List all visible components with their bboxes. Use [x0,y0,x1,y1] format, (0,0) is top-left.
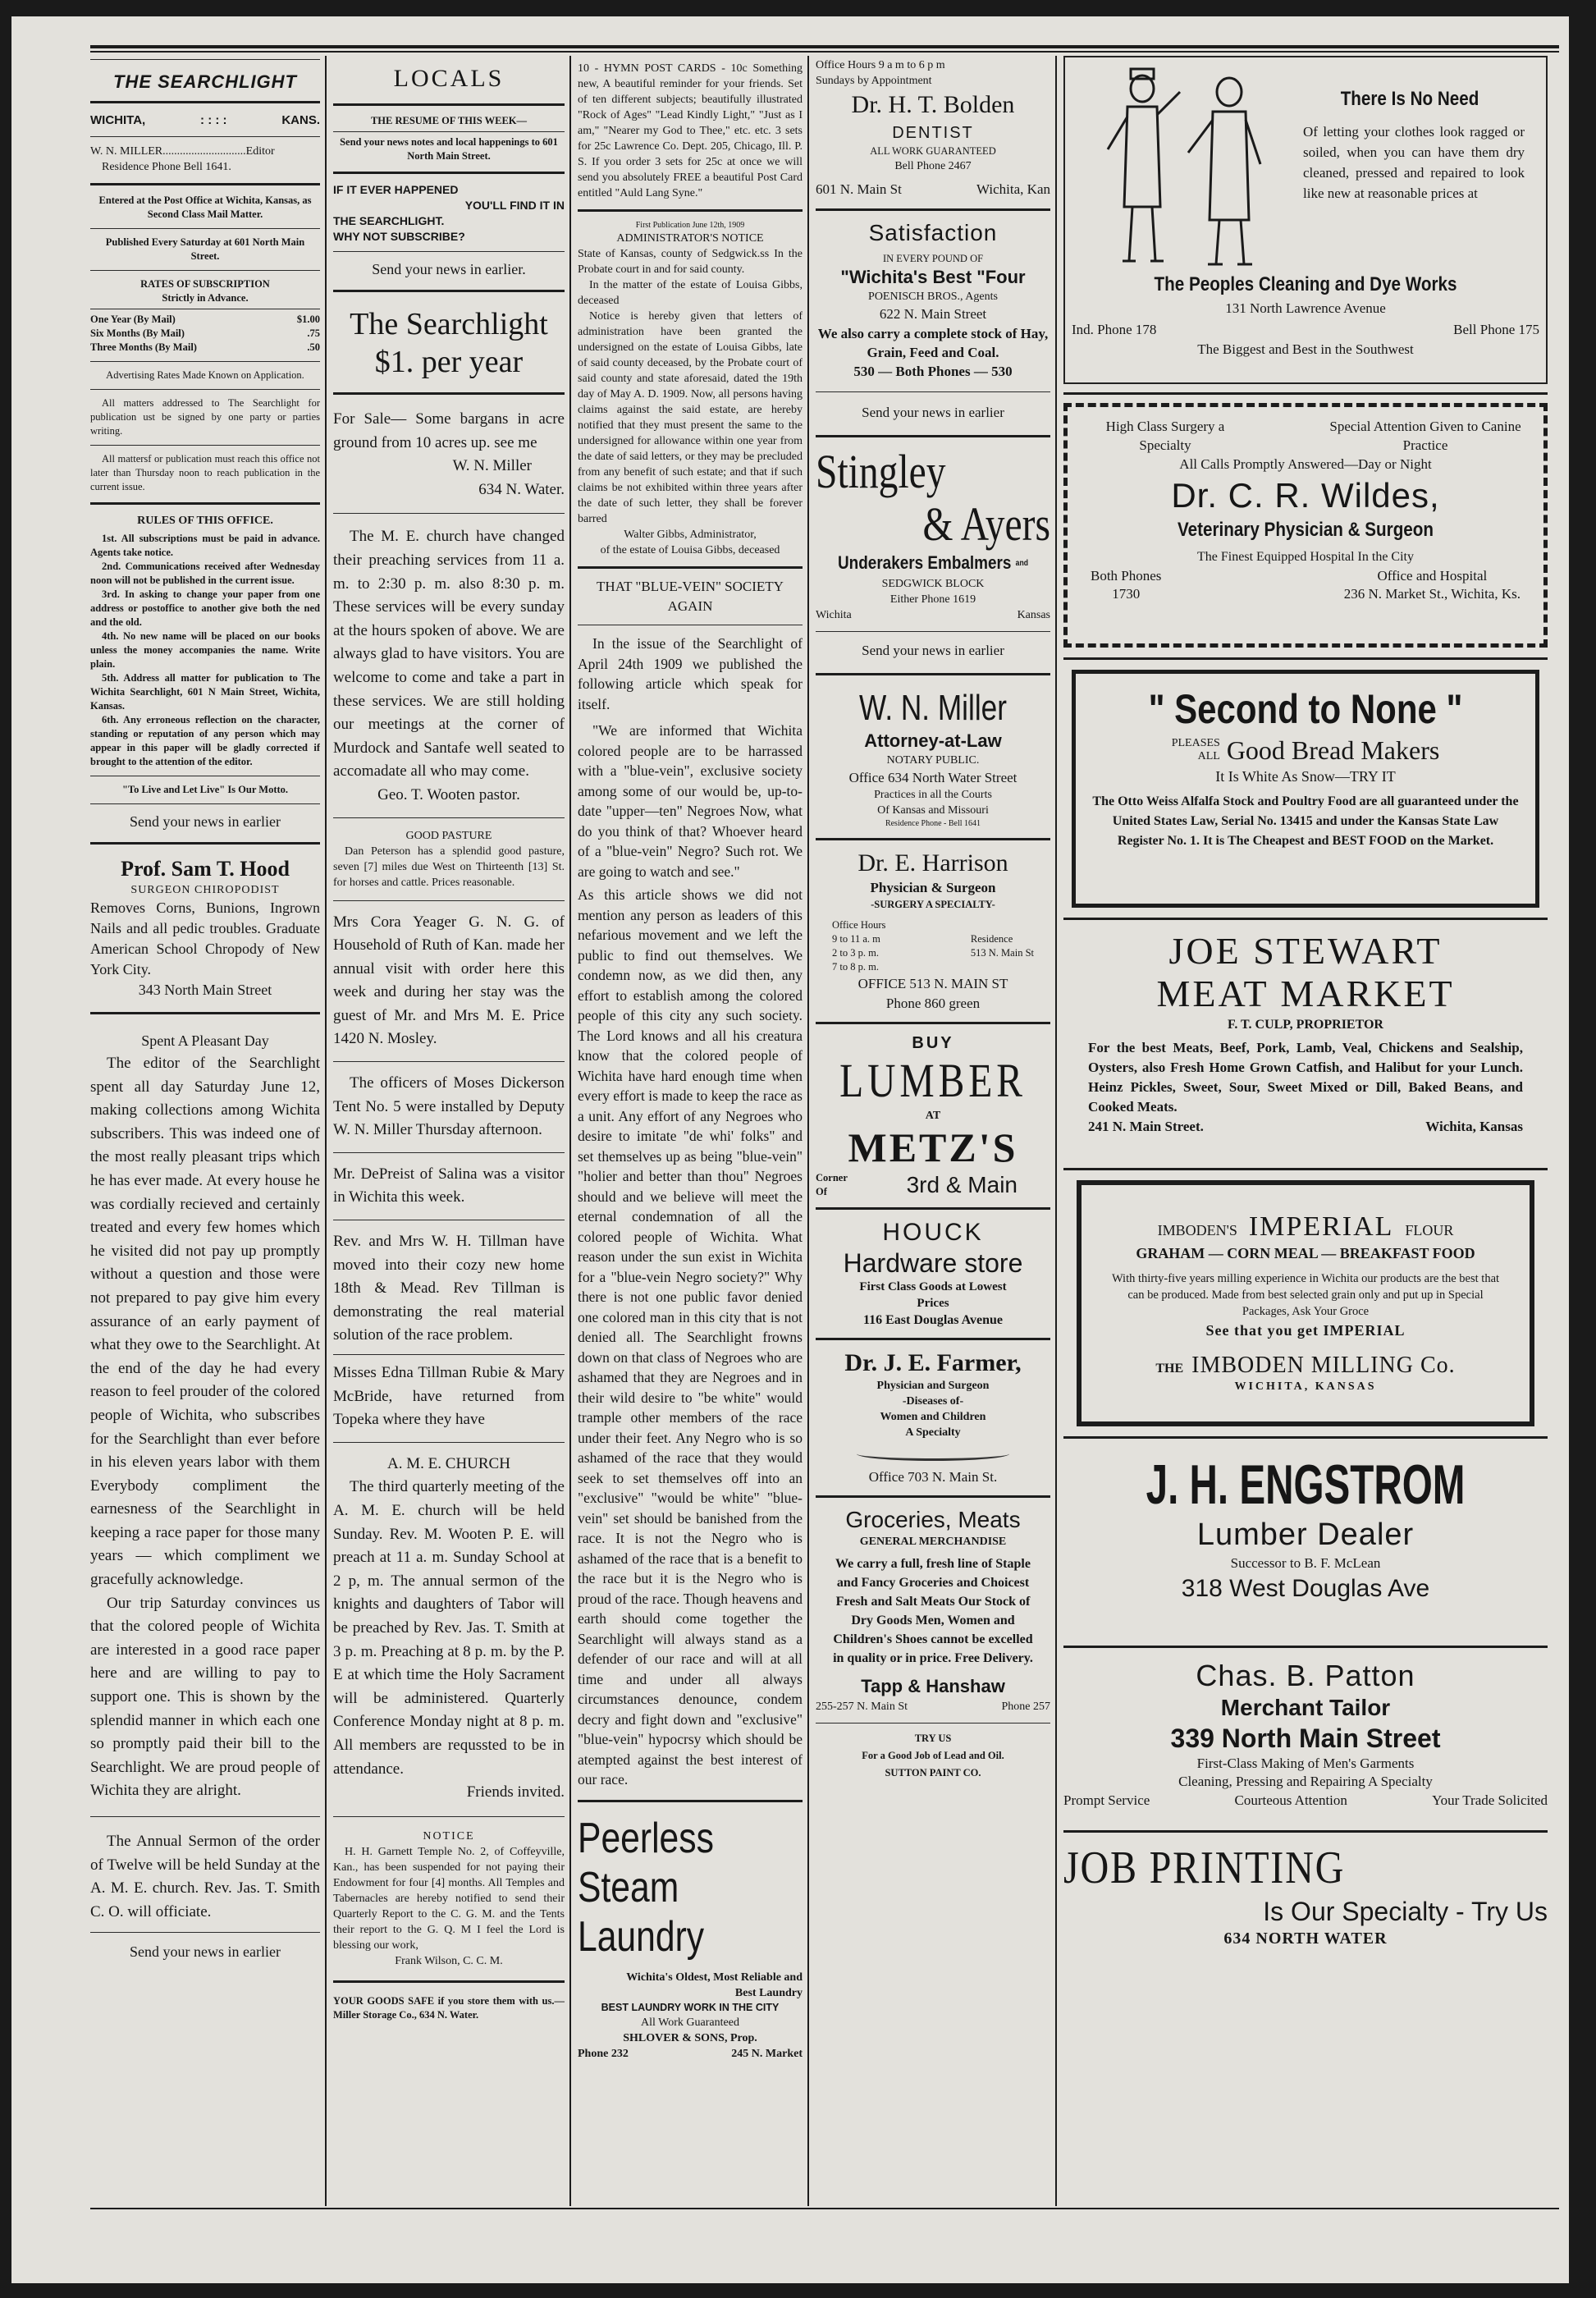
satisfaction-agents: POENISCH BROS., Agents [868,291,998,303]
imboden-brand: IMBODEN'S IMPERIAL FLOUR [1157,1211,1454,1242]
rule-item: 4th. No new name will be placed on our books unless the money accompanies the name. Write plain. [90,630,320,670]
for-sale: For Sale— Some bargans in acre ground from 10 acres up. see me [333,410,565,451]
find-it-in: YOU'LL FIND IT IN [464,199,565,212]
dateline-city: WICHITA, [90,113,146,127]
harrison-title: Physician & Surgeon [870,880,996,896]
patton-title: Merchant Tailor [1220,1695,1391,1720]
miller-name: W. N. Miller [859,688,1007,729]
bluevein-para-3: As this article shows we did not mention any person as leaders of this nefarious movement and we left the public to find out themselves. We condemn now, as we did then, any effort to establish among the colored people of this city any such society. The Lord knows and all his creatura know that the colored people of Wichita have hard enough time when every effort is made to keep the race as a unit. Any effort of any Negroes who desire to imitate "de whi' folks" and set themselves up as being "blue-vein" "holier and better than thou" Negroes should and we believe will meet the eternal condemnation of all the colored people of Wichita. What reason under the sun exist in Wichita for a "blue-vein Negro society?" Why there is not one public favor denied one colored man in this city that is not denied all. The Searchlight frowns down on that class of Negroes who are ashamed that they are Negroes and in their wild desire to "be white" would trample other members of the race under their feet. Any Negro who is so ashamed of the race that they would seek to set themselves off into an "exclusive" "would be white" "blue-vein" set should be banished from the race. It is not the Negro who is ashamed of the race that is a benefit to the race but it is the Negro who is proud of the race. Though heavens and earth should come together the Searchlight will always stand as a defender of our race and will at all time and under all always circumstances denounce, condem decry and fight down and "exclusive" "blue-vein" hypocrsy which should be atempted against the best interest of our race. [578,886,803,1788]
patton-ad [1063,1658,1548,1822]
admin-head: State of Kansas, county of Sedgwick.ss In the Probate court in and for said county. [578,248,803,276]
houck-name: HOUCK [882,1219,984,1247]
send-news: Send your news in earlier [130,813,281,830]
harrison-specialty: -SURGERY A SPECIALTY- [871,899,995,911]
locals-resume: THE RESUME OF THIS WEEK— [370,115,528,126]
farmer-specialty: A Specialty [905,1426,961,1440]
pleasant-para-1: The editor of the Searchlight spent all day Saturday June 12, making collections among Wichita subscribers. This was indeed one of the most really pleasant trips which he has ever made. At every house he was cordially recieved and certainly treated and every few homes which he visited did not pay up promptly without a question and those were not prepared to pay give him every assurance of an early payment of what they owe to the Searchlight. At the end of the day he had every reason to feel prouder of the colored people of Wichita, who subscribes for the Searchlight than ever before in his eleven years labor with them Everybody compliment the earnesness of the Searchlight in keeping a race paper for those many years — which compliment we gracefully acknowledge. [90,1055,320,1589]
imboden-text: With thirty-five years milling experience in Wichita our products are the best that can be produced. Made from best selected grain only and put up in Special Packages, Ask Your Groce [1111,1272,1500,1318]
peerless-2: Steam [578,1863,679,1911]
illustration-figures [1085,67,1282,272]
rates-subtitle: Strictly in Advance. [162,292,249,304]
col-divider-1 [325,56,327,2206]
column-2 [333,56,565,2022]
imboden-line: GRAHAM — CORN MEAL — BREAKFAST FOOD [1136,1245,1475,1261]
engstrom-address: 318 West Douglas Ave [1181,1575,1430,1602]
why-subscribe: WHY NOT SUBSCRIBE? [333,230,465,243]
engstrom-name: J. H. ENGSTROM [1146,1453,1466,1516]
the-searchlight: THE SEARCHLIGHT. [333,214,445,227]
notice-deadline: All mattersf or publication must reach this office not later than Thursday noon to reach publication in the current issue. [90,453,320,492]
stn-white: It Is White As Snow—TRY IT [1215,768,1396,785]
pleasant-title: Spent A Pleasant Day [141,1032,269,1049]
peerless-1: Peerless [578,1814,714,1862]
promo-searchlight: The Searchlight [350,307,548,341]
peoples-phones: Ind. Phone 178 Bell Phone 175 [1072,322,1539,337]
for-sale-name: W. N. Miller [452,457,532,475]
bolden-phone: Bell Phone 2467 [894,160,972,172]
try-us: TRY US [914,1733,952,1745]
harrison-office: OFFICE 513 N. MAIN ST [857,976,1008,992]
patton-services: Prompt Service Courteous Attention Your Trade Solicited [1063,1792,1548,1808]
farmer-women: Women and Children [880,1411,986,1424]
groceries-contact: 255-257 N. Main St Phone 257 [816,1701,1050,1714]
pasture-text: Dan Peterson has a splendid good pasture, seven [7] miles due West on Thirteenth [13] St. for horses and cattle. Prices reasonable. [333,845,565,889]
farmer-office: Office 703 N. Main St. [868,1469,998,1485]
houck-store: Hardware store [843,1248,1023,1279]
need-title: There Is No Need [1340,88,1479,110]
ame-friends: Friends invited. [466,1783,565,1801]
admin-body: Notice is hereby given that letters of administration have been granted the undersigned on the estate of Louisa Gibbs, late of said county deceased, by the Probate court of said county and state aforesaid, dated the 19th day of May A. D. 1909. Now, all persons having claims against the said estate, are hereby notified that they must present the same to the undersigned for allowance within one year from the date of said letters, or they may be precluded from any benefit of such estate; and that if such claims be not exhibited within three years after the date of such letter, they shall be forever barred [578,310,803,525]
joe-title-2: MEAT MARKET [1156,973,1455,1014]
annual-sermon: The Annual Sermon of the order of Twelve will be held Sunday at the A. M. E. church. Rev. Jas. T. Smith C. O. will officiate. [90,1833,320,1920]
dateline-dots: : : : : [200,113,227,127]
column-5 [1063,56,1548,1964]
for-sale-address: 634 N. Water. [478,480,565,498]
metz-corner: Corner Of 3rd & Main [816,1172,1018,1198]
stn-title: " Second to None " [1148,686,1463,732]
bolden-sundays: Sundays by Appointment [816,75,932,87]
yeager-visit: Mrs Cora Yeager G. N. G. of Household of Ruth of Kan. made her annual visit with order here this week and during her stay was the guest of Mr. and Mrs M. E. Price 1420 N. Mosley. [333,913,565,1048]
miller-office: Office 634 North Water Street [848,770,1018,786]
buy-label: BUY [912,1034,954,1053]
tillman-home: Rev. and Mrs W. H. Tillman have moved into their cozy new home 18th & Mead. Rev Tillman is demonstrating the real material solution of the race problem. [333,1233,565,1344]
wildes-address: 236 N. Market St., Wichita, Ks. [1343,586,1521,602]
pasture-title: GOOD PASTURE [405,829,492,842]
bottom-rule [90,2208,1559,2209]
dateline-state: KANS. [281,113,320,127]
rate-row: Three Months (By Mail) .50 [90,341,320,353]
satisfaction-phones: 530 — Both Phones — 530 [853,364,1013,379]
miller-notary: NOTARY PUBLIC. [886,754,980,767]
advertising-rates: Advertising Rates Made Known on Application. [106,369,304,381]
miller-courts: Practices in all the Courts [874,789,992,802]
bolden-hours: Office Hours 9 a m to 6 p m [816,59,945,71]
imboden-ad [1077,1180,1534,1426]
groceries-name: Tapp & Hanshaw [861,1676,1005,1697]
col-divider-3 [807,56,809,2206]
ame-church: The third quarterly meeting of the A. M. E. church will be held Sunday. Rev. M. Wooten P. E. will preach at 11 a. m. Sunday School at 2 p, m. The annual sermon of the knights and daughters of Tabor will be preached by Rev. Jas. T. Smith at 3 p. m. Preaching at 8 p. m. by the P. E at which time the Holy Sacrament will be administered. Quarterly Conference Monday night at 8 p. m. All members are requssted to be in attendance. [333,1478,565,1778]
job-address: 634 NORTH WATER [1223,1929,1388,1948]
stingley-location: Wichita Kansas [816,609,1050,622]
first-publication: First Publication June 12th, 1909 [635,221,745,230]
lumber-label: LUMBER [839,1054,1027,1108]
wildes-name: Dr. C. R. Wildes, [1171,476,1440,515]
admin-matter: In the matter of the estate of Louisa Gibbs, deceased [578,279,803,307]
satisfaction-text: We also carry a complete stock of Hay, Grain, Feed and Coal. [817,326,1049,360]
bolden-address: 601 N. Main St [816,181,902,197]
imboden-see: See that you get IMPERIAL [1205,1322,1406,1339]
col-divider-2 [569,56,571,2206]
peerless-best: BEST LAUNDRY WORK IN THE CITY [601,2001,780,2013]
bolden-guarantee: ALL WORK GUARANTEED [870,145,996,157]
rule-item: 1st. All subscriptions must be paid in advance. Agents take notice. [90,533,320,558]
houck-text: First Class Goods at Lowest Prices [859,1280,1007,1311]
wildes-surgery: High Class Surgery a Specialty [1105,419,1225,453]
joe-text: For the best Meats, Beef, Pork, Lamb, Veal, Chickens and Sealship, Oysters, also Fresh Home Grown Catfish, and Halibut for your Lunch. Heinz Pickles, Sweet, Sour, Sweet Mixed or Dill, Baked Beans, and Cooked Meats. [1088,1040,1523,1115]
rule-item: 3rd. In asking to change your paper from one address or postoffice to another give both the ned and the old. [90,588,320,628]
column-3 [578,56,803,2062]
patton-text-1: First-Class Making of Men's Garments [1196,1756,1415,1771]
stingley-trade: Underakers Embalmers and [838,552,1028,573]
admin-title: ADMINISTRATOR'S NOTICE [616,232,764,245]
rate-row: One Year (By Mail) $1.00 [90,314,320,325]
wildes-ad [1063,403,1548,648]
miller-states: Of Kansas and Missouri [877,804,989,817]
notice-text: H. H. Garnett Temple No. 2, of Coffeyville, Kan., has been suspended for not paying their Endowment for four [4] months. All Temples and Tabernacles are hereby notified to send their Quarterly Report to the C. G. M. and the Tents their report to the G. Q. M I feel the Lord is blessing our work, [333,1845,565,1952]
stingley-block: SEDGWICK BLOCK [881,578,985,591]
miller-residence: Residence Phone - Bell 1641 [885,819,981,829]
motto: "To Live and Let Live" Is Our Motto. [121,784,289,795]
column-1 [90,56,320,1962]
ame-title: A. M. E. CHURCH [387,1454,510,1472]
paint-text: For a Good Job of Lead and Oil. [862,1750,1004,1762]
peoples-address: 131 North Lawrence Avenue [1225,300,1386,316]
rates-title: RATES OF SUBSCRIPTION [140,278,270,290]
cleaning-ad [1063,56,1548,384]
groceries-subtitle: GENERAL MERCHANDISE [859,1536,1007,1549]
at-label: AT [925,1110,941,1123]
moses-tent: The officers of Moses Dickerson Tent No. 5 were installed by Deputy W. N. Miller Thursday afternoon. [333,1074,565,1139]
farmer-name: Dr. J. E. Farmer, [844,1349,1022,1377]
wildes-hospital: The Finest Equipped Hospital In the City [1197,550,1414,564]
storage-ad: YOUR GOODS SAFE if you store them with us.—Miller Storage Co., 634 N. Water. [333,1994,565,2021]
hymn-cards: 10 - HYMN POST CARDS - 10c Something new, A beautiful reminder for your friends. Set of ten different subjects; beautifully illustrated "Rock of Ages" "Lead Kindly Light," "Just as I am," "Nearer my God to Thee," etc. etc. 3 sets for 25c Lawrence Co. Dept. 205, Chicago, Ill. P. S. If you order 3 sets for 25c at once we will send you absolutely FREE a beautiful Post Card entitled "Auld Lang Syne." [578,62,803,199]
engstrom-ad [1063,1453,1548,1636]
wildes-calls: All Calls Promptly Answered—Day or Night [1179,456,1432,472]
rule-item: 2nd. Communications received after Wednesday noon will not be published in the current issue. [90,561,320,586]
bolden-name: Dr. H. T. Bolden [851,91,1015,118]
wildes-phone-num: 1730 [1112,586,1141,602]
me-pastor: Geo. T. Wooten pastor. [377,785,520,803]
masthead: THE SEARCHLIGHT [113,71,297,92]
joe-stewart-ad [1063,930,1548,1158]
job-title: JOB PRINTING [1063,1843,1346,1893]
rules-list [90,532,320,769]
send-news-2: Send your news in earlier [862,643,1004,659]
farmer-diseases: -Diseases of- [902,1395,964,1408]
col-divider-4 [1055,56,1057,2206]
metz-label: METZ'S [848,1124,1018,1171]
send-news-2: Send your news in earlier [130,1943,281,1961]
imboden-mill: THE IMBODEN MILLING Co. [1155,1353,1456,1378]
engstrom-successor: Successor to B. F. McLean [1230,1555,1381,1571]
hood-title: SURGEON CHIROPODIST [130,884,280,896]
wildes-phones: Both Phones [1091,568,1162,584]
misses-return: Misses Edna Tillman Rubie & Mary McBride, have returned from Topeka where they have [333,1364,565,1429]
job-specialty: Is Our Specialty - Try Us [1263,1897,1548,1926]
wildes-title: Veterinary Physician & Surgeon [1177,519,1434,541]
rules-title: RULES OF THIS OFFICE. [137,515,273,527]
imboden-city: WICHITA, KANSAS [1234,1380,1377,1393]
satisfaction-brand: "Wichita's Best "Four [840,267,1026,287]
rule-item: 6th. Any erroneous reflection on the character, standing or reputation of any person which may appear in this paper will be gladly corrected if brought to the attention of the editor. [90,714,320,767]
bolden-contact [816,179,1050,200]
residence-phone: Residence Phone Bell 1641. [102,161,231,173]
admin-sign-2: of the estate of Louisa Gibbs, deceased [600,544,780,556]
houck-address: 116 East Douglas Avenue [863,1313,1003,1328]
peoples-tagline: The Biggest and Best in the Southwest [1197,341,1414,357]
joe-title-1: JOE STEWART [1168,930,1443,972]
harrison-phone: Phone 860 green [885,996,981,1012]
hood-address: 343 North Main Street [138,982,272,998]
groceries-text: We carry a full, fresh line of Staple and Fancy Groceries and Choicest Fresh and Salt Meats Our Stock of Dry Goods Men, Women and Children's Shoes cannot be excelled in quality or in price. Free Delivery. [833,1557,1033,1666]
top-rule [90,45,1559,48]
newspaper-page [11,16,1569,2283]
second-to-none-ad [1072,670,1539,908]
flourish-ornament [857,1447,1009,1461]
farmer-title: Physician and Surgeon [876,1380,990,1393]
ayers-name: & Ayers [922,497,1050,551]
peerless-contact [578,2046,803,2062]
top-rule-thin [90,51,1559,53]
entered-notice: Entered at the Post Office at Wichita, Kansas, as Second Class Mail Matter. [98,195,312,220]
harrison-hours: Office Hours 9 to 11 a. m 2 to 3 p. m. 7 to 8 p. m. Residence 513 N. Main St [832,919,1034,973]
job-printing-ad [1063,1841,1548,1964]
miller-title: Attorney-at-Law [864,730,1002,752]
stn-bread: Good Bread Makers [1226,735,1440,765]
stingley-name: Stingley [816,445,946,498]
stingley-phone: Either Phone 1619 [889,593,976,607]
stn-pleases: PLEASES ALL Good Bread Makers [1171,735,1440,765]
dateline [90,112,320,130]
admin-sign-1: Walter Gibbs, Administrator, [624,529,757,541]
satisfaction-title: Satisfaction [868,220,998,245]
rates-list [90,313,320,355]
wildes-canine: Special Attention Given to Canine Practice [1329,419,1521,453]
harrison-name: Dr. E. Harrison [857,849,1008,877]
paint-name: SUTTON PAINT CO. [885,1767,981,1779]
notice-signed: All matters addressed to The Searchlight for publication ust be signed by one party or parties writing. [90,397,320,437]
stn-body: The Otto Weiss Alfalfa Stock and Poultry Food are all guaranteed under the United States Law, Serial No. 13415 and under the Kansas State Law Register No. 1. It is The Cheapest and BEST FOOD on the Market. [1092,794,1519,848]
peerless-3: Laundry [578,1912,705,1961]
groceries-title: Groceries, Meats [845,1507,1021,1533]
peerless-phone: Phone 232 [578,2047,629,2060]
patton-name: Chas. B. Patton [1196,1659,1415,1692]
engstrom-title: Lumber Dealer [1196,1518,1415,1552]
stingley-and: and [1015,559,1028,569]
depreist-visit: Mr. DePreist of Salina was a visitor in Wichita this week. [333,1165,565,1206]
notice-sign: Frank Wilson, C. C. M. [395,1954,503,1967]
bluevein-para-1: In the issue of the Searchlight of April 24th 1909 we published the following article which speak for itself. [578,635,803,712]
need-text: Of letting your clothes look ragged or soiled, when you can have them dry cleaned, pressed and repaired to look like new at reasonable prices at [1303,124,1525,201]
send-news: Send your news in earlier. [372,261,526,277]
if-it-happened: IF IT EVER HAPPENED [333,183,459,196]
send-news: Send your news in earlier [862,405,1004,420]
rate-row: Six Months (By Mail) .75 [90,327,320,339]
peerless-text: Wichita's Oldest, Most Reliable and Best Laundry [626,1971,803,1999]
notice-title: NOTICE [423,1829,475,1843]
promo-price: $1. per year [374,345,524,379]
patton-address: 339 North Main Street [1170,1724,1441,1753]
joe-contact: 241 N. Main Street. Wichita, Kansas [1088,1119,1523,1134]
hood-name: Prof. Sam T. Hood [121,857,290,881]
editor-line: W. N. MILLER.............................Editor [90,145,275,158]
wildes-office: Office and Hospital [1377,568,1488,584]
peerless-owner: SHLOVER & SONS, Prop. [623,2031,757,2044]
pleasant-para-2: Our trip Saturday convinces us that the colored people of Wichita are interested in a good race paper here and are willing to pay to support one. This is shown by the splendid manner in which each one so promptly paid their bill to the Searchlight. We are proud people of Wichita they are alright. [90,1594,320,1800]
satisfaction-every: IN EVERY POUND OF [882,253,984,264]
peerless-work: All Work Guaranteed [641,2016,739,2029]
peerless-address: 245 N. Market [731,2047,803,2060]
me-church: The M. E. church have changed their preaching services from 11 a. m. to 2:30 p. m. also 8:30 p. m. These services will be every sunday at the hours spoken of above. We are always glad to have visitors. You are welcome to come and take a part in these services. We are still holding our meetings at the corner of Murdock and Santafe well seated to accomadate all who may come. [333,528,565,780]
bluevein-title: THAT "BLUE-VEIN" SOCIETY AGAIN [597,579,784,614]
bolden-title: DENTIST [892,124,974,142]
rule-item: 5th. Address all matter for publication to The Wichita Searchlight, 601 N Main Street, Wichita, Kansas. [90,672,320,712]
peoples-name: The Peoples Cleaning and Dye Works [1154,273,1457,295]
joe-proprietor: F. T. CULP, PROPRIETOR [1228,1018,1383,1032]
column-4 [816,56,1050,1780]
locals-title: LOCALS [393,65,505,92]
locals-send-notes: Send your news notes and local happenings to 601 North Main Street. [340,136,558,162]
published-notice: Published Every Saturday at 601 North Main Street. [105,236,305,262]
hood-text: Removes Corns, Bunions, Ingrown Nails and all pedic troubles. Graduate American School Chropody of New York City. [90,900,320,977]
satisfaction-address: 622 N. Main Street [879,306,987,322]
bluevein-para-2: "We are informed that Wichita colored people are to be harrassed with a "blue-vein", exclusive society among some of our would be, up-to-date "upper—ten" Negroes Now, what do you think of that? Whoever heard of a "blue-vein" Negro? Such rot. We are going to watch and see." [578,722,803,880]
bolden-city: Wichita, Kan [976,181,1050,197]
patton-text-2: Cleaning, Pressing and Repairing A Specialty [1178,1774,1433,1789]
